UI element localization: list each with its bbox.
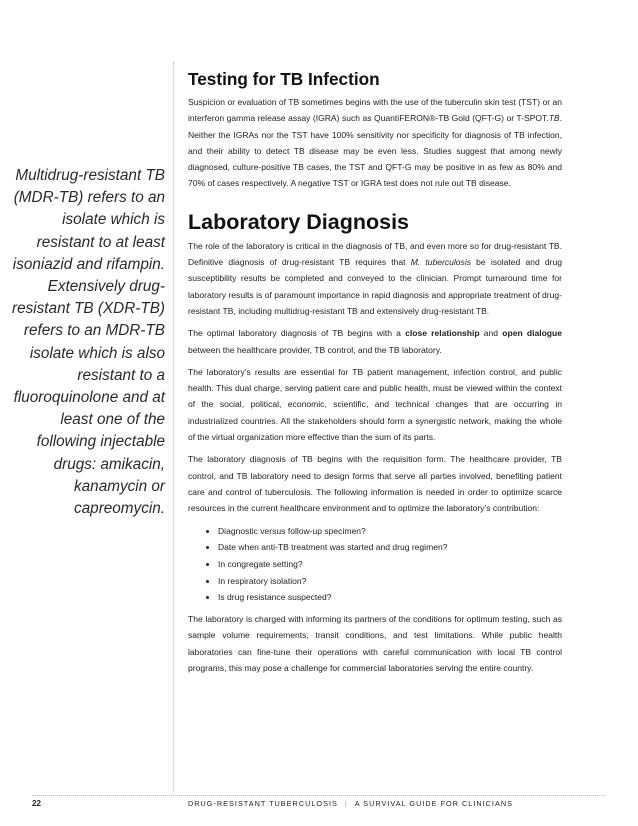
- main-content: [188, 68, 562, 682]
- list-item: • In congregate setting?: [218, 556, 562, 573]
- lab-paragraph-5: The laboratory is charged with informing its partners of the conditions for optimum testing, such as sample volume requirements, transit conditions, and test limitations. While public health laboratories can fine-tune their operations with careful communication with local TB control programs, this may pose a challenge for commercial laboratories serving the entire country.: [188, 614, 562, 673]
- text-run: between the healthcare provider, TB control, and the TB laboratory.: [188, 344, 442, 355]
- list-item: • In respiratory isolation?: [218, 573, 562, 590]
- text-run: The role of the laboratory is critical in the diagnosis of TB, and even more so for drug-resistant TB. Definitive diagnosis of drug-resistant TB requires that: [188, 240, 562, 268]
- text-run: be isolated and drug susceptibility results be completed and conveyed to the clinician. Prompt turnaround time for laboratory results is of paramount importance in rapid diagnosis and appropriate treatment of drug-resistant TB, including multidrug-resistant TB and extensively drug-resistant TB.: [188, 257, 562, 316]
- lab-paragraph-2: [188, 325, 562, 358]
- footer-title-right: A SURVIVAL GUIDE FOR CLINICIANS: [354, 799, 513, 808]
- text-run: The optimal laboratory diagnosis of TB begins with a: [188, 328, 406, 339]
- running-footer: [188, 799, 513, 808]
- column-divider: [173, 62, 174, 796]
- text-run: and: [479, 328, 503, 339]
- footer-separator: |: [344, 799, 348, 808]
- bold-text: open dialogue: [502, 328, 562, 339]
- page-number: 22: [32, 799, 41, 808]
- footer-title-left: DRUG-RESISTANT TUBERCULOSIS: [188, 799, 338, 808]
- text-run: Suspicion or evaluation of TB sometimes begins with the use of the tuberculin skin test (TST) or an interferon gamma release assay (IGRA) such as QuantiFERON®-TB Gold (QFT-G) or T-SPOT.: [188, 97, 562, 124]
- list-item: • Is drug resistance suspected?: [218, 589, 562, 606]
- section-heading-testing: Testing for TB Infection: [188, 69, 380, 89]
- section-heading-lab-diagnosis: Laboratory Diagnosis: [188, 209, 410, 234]
- list-item: • Diagnostic versus follow-up specimen?: [218, 523, 562, 540]
- testing-paragraph: [188, 94, 562, 192]
- lab-paragraph-4: The laboratory diagnosis of TB begins with the requisition form. The healthcare provider, TB control, and TB laboratory need to design forms that serve all parties involved, benefiting patient care and control of tuberculosis. The following information is needed in order to optimize scarce resources in the current healthcare environment and to optimize the laboratory’s contribution:: [188, 454, 562, 514]
- bold-text: close relationship: [405, 328, 480, 339]
- text-run: . Neither the IGRAs nor the TST have 100% sensitivity nor specificity for diagnosis of TB infection, and their ability to detect TB disease may be even less. Studies suggest that among newly diagnosed, culture-positive TB cases, the TST and QFT-G may be positive in as few as 80% and 70% of cases respectively. A negative TST or IGRA test does not rule out TB disease.: [188, 113, 562, 189]
- italic-text: TB: [548, 113, 560, 124]
- list-item: • Date when anti-TB treatment was started and drug regimen?: [218, 539, 562, 556]
- italic-species-name: M. tuberculosis: [410, 257, 471, 268]
- requisition-info-list: [188, 523, 562, 607]
- lab-paragraph-3: The laboratory’s results are essential for TB patient management, infection control, and public health. This dual charge, serving patient care and public health, must be viewed within the context of the social, political, economic, scientific, and technical changes that are occurring in industrialized countries. All the stakeholders should form a synergistic network, making the whole of the virtual organization more effective than the sum of its parts.: [188, 366, 562, 443]
- footer-divider: [32, 795, 604, 796]
- sidebar-note: Multidrug-resistant TB (MDR-TB) refers to an isolate which is resistant to at least isoniazid and rifampin. Extensively drug-resistant TB (XDR-TB) refers to an MDR-TB isolate which is also resistant to a fluoroquinolone and at least one of the following injectable drugs: amikacin, kanamycin or capreomycin.: [12, 167, 165, 518]
- lab-paragraph-1: [188, 238, 562, 319]
